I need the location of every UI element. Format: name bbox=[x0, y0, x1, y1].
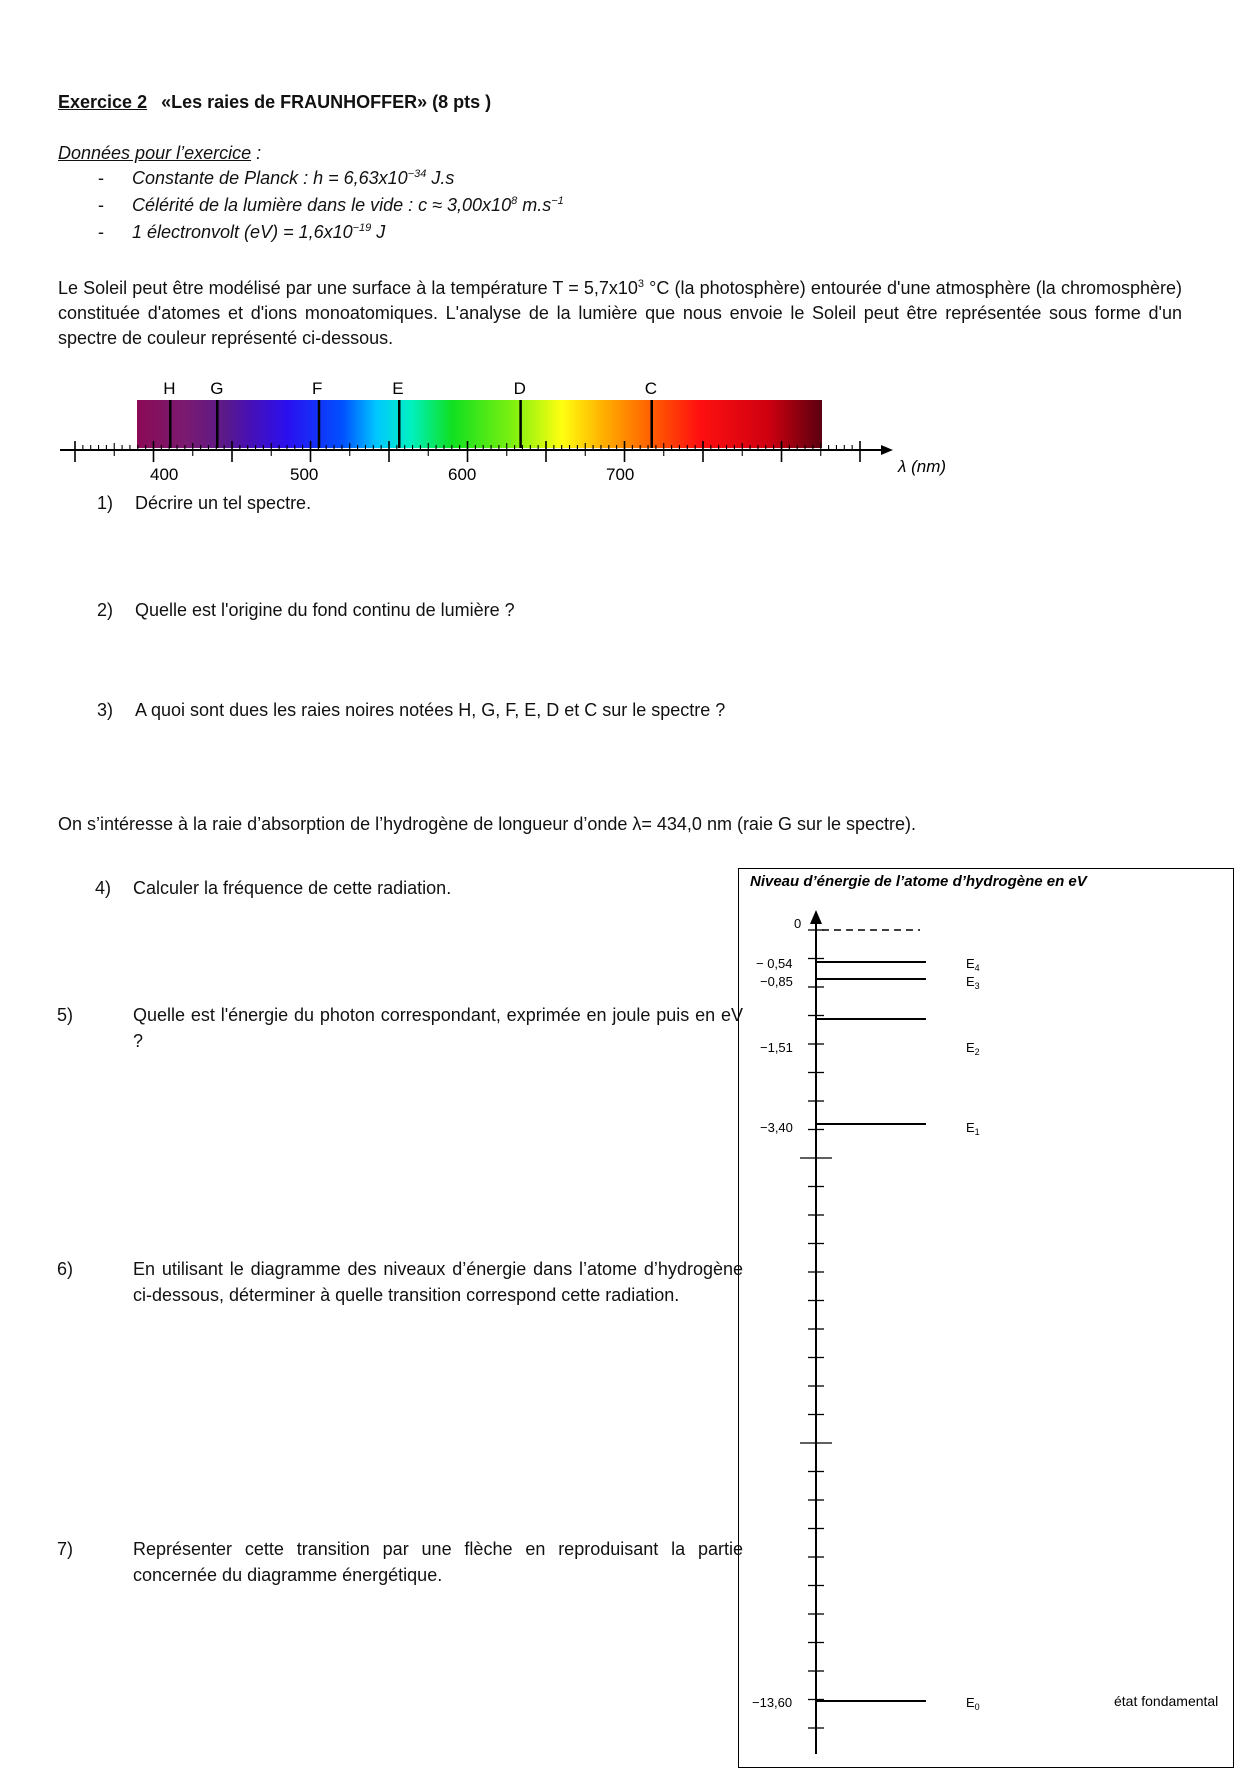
tick-label-400: 400 bbox=[150, 465, 179, 484]
level-letter: E bbox=[966, 1120, 975, 1135]
data-item-celerity bbox=[98, 195, 564, 216]
level-value-e1: −3,40 bbox=[760, 1120, 793, 1135]
data-item-text: 1 électronvolt (eV) = 1,6x10 bbox=[132, 222, 353, 242]
data-heading-colon: : bbox=[251, 143, 262, 163]
tick-label-600: 600 bbox=[448, 465, 477, 484]
level-value-e4: − 0,54 bbox=[756, 956, 793, 971]
ground-state-label: état fondamental bbox=[1114, 1693, 1219, 1709]
exercise-heading: «Les raies de FRAUNHOFFER» (8 pts ) bbox=[161, 92, 492, 112]
absorption-label-e: E bbox=[392, 379, 404, 398]
level-letter: E bbox=[966, 1040, 975, 1055]
level-name-e2 bbox=[966, 1040, 980, 1057]
level-name-e0 bbox=[966, 1695, 980, 1712]
level-subscript: 2 bbox=[974, 1047, 980, 1057]
question-5 bbox=[57, 1002, 743, 1054]
question-number: 7) bbox=[57, 1539, 74, 1559]
exponent: −19 bbox=[352, 222, 372, 234]
absorption-label-f: F bbox=[312, 379, 323, 398]
data-item-electronvolt bbox=[98, 222, 385, 243]
question-text: Décrire un tel spectre. bbox=[135, 493, 312, 513]
exponent: −34 bbox=[407, 168, 427, 180]
intro-paragraph bbox=[58, 272, 1182, 351]
bullet-dash: - bbox=[98, 195, 104, 215]
absorption-label-g: G bbox=[210, 379, 224, 398]
question-text: En utilisant le diagramme des niveaux d’énergie dans l’atome d’hydrogène ci-dessous, déterminer à quelle transition correspond cette radiation. bbox=[133, 1259, 743, 1305]
level-subscript: 4 bbox=[974, 963, 980, 973]
level-subscript: 3 bbox=[974, 981, 980, 991]
question-6 bbox=[57, 1256, 743, 1308]
question-1 bbox=[97, 490, 311, 516]
absorption-label-c: C bbox=[644, 379, 658, 398]
unit: J.s bbox=[426, 168, 455, 188]
absorption-label-d: D bbox=[513, 379, 526, 398]
question-number: 4) bbox=[95, 878, 112, 898]
energy-diagram bbox=[738, 868, 1238, 1754]
level-subscript: 1 bbox=[974, 1127, 980, 1137]
data-item-text: Célérité de la lumière dans le vide : c ≈ 3,00x10 bbox=[132, 195, 512, 215]
exponent: 8 bbox=[511, 195, 518, 207]
level-value-e2: −1,51 bbox=[760, 1040, 793, 1055]
question-text: Calculer la fréquence de cette radiation. bbox=[133, 878, 452, 898]
question-number: 5) bbox=[57, 1005, 74, 1025]
axis-label: λ (nm) bbox=[898, 457, 947, 476]
absorption-label-h: H bbox=[163, 379, 176, 398]
level-name-e4 bbox=[966, 956, 980, 973]
question-number: 6) bbox=[57, 1259, 74, 1279]
question-text: Quelle est l'énergie du photon correspondant, exprimée en joule puis en eV ? bbox=[133, 1005, 743, 1051]
exercise-number: Exercice 2 bbox=[58, 92, 148, 112]
intro-text-start: Le Soleil peut être modélisé par une surface à la température T = 5,7x10 bbox=[58, 278, 638, 298]
data-item-planck bbox=[98, 168, 454, 189]
level-value-e0: −13,60 bbox=[752, 1695, 793, 1710]
spectrum-band bbox=[137, 400, 822, 448]
level-subscript: 0 bbox=[974, 1702, 980, 1712]
exercise-title bbox=[58, 92, 491, 113]
question-number: 2) bbox=[97, 600, 114, 620]
question-4 bbox=[95, 875, 451, 901]
unit: m.s bbox=[517, 195, 552, 215]
question-text: A quoi sont dues les raies noires notées H, G, F, E, D et C sur le spectre ? bbox=[135, 700, 726, 720]
question-number: 1) bbox=[97, 493, 114, 513]
question-text: Quelle est l'origine du fond continu de lumière ? bbox=[135, 600, 515, 620]
axis-arrow-icon bbox=[881, 445, 893, 455]
exponent: 3 bbox=[637, 278, 645, 290]
exponent: −1 bbox=[551, 195, 564, 207]
bullet-dash: - bbox=[98, 168, 104, 188]
data-heading bbox=[58, 143, 261, 164]
question-3 bbox=[97, 697, 725, 723]
question-text: Représenter cette transition par une flèche en reproduisant la partie concernée du diagramme énergétique. bbox=[133, 1539, 743, 1585]
level-name-e3 bbox=[966, 974, 980, 991]
bullet-dash: - bbox=[98, 222, 104, 242]
hydrogen-line-statement: On s’intéresse à la raie d’absorption de l’hydrogène de longueur d’onde λ= 434,0 nm (raie G sur le spectre). bbox=[58, 814, 916, 834]
level-letter: E bbox=[966, 1695, 975, 1710]
level-name-e1 bbox=[966, 1120, 980, 1137]
question-7 bbox=[57, 1536, 743, 1588]
question-number: 3) bbox=[97, 700, 114, 720]
data-heading-text: Données pour l’exercice bbox=[58, 143, 252, 163]
tick-label-500: 500 bbox=[290, 465, 319, 484]
axis-arrow-up-icon bbox=[810, 910, 822, 924]
intro-text-end: °C (la photosphère) entourée d'une atmosphère (la chromosphère) constituée d'atomes et d'ions monoatomiques. L'analyse de la lumière que nous envoie le Soleil peut être représentée sous forme d'un spectre de couleur représenté ci-dessous. bbox=[58, 278, 1182, 348]
data-item-text: Constante de Planck : h = 6,63x10 bbox=[132, 168, 408, 188]
unit: J bbox=[371, 222, 386, 242]
level-letter: E bbox=[966, 974, 975, 989]
tick-label-700: 700 bbox=[606, 465, 635, 484]
level-value-e3: −0,85 bbox=[760, 974, 793, 989]
level-letter: E bbox=[966, 956, 975, 971]
diagram-title: Niveau d’énergie de l’atome d’hydrogène en eV bbox=[750, 873, 1087, 890]
question-2 bbox=[97, 597, 515, 623]
spectrum-figure bbox=[0, 370, 1240, 490]
zero-label: 0 bbox=[794, 916, 802, 931]
